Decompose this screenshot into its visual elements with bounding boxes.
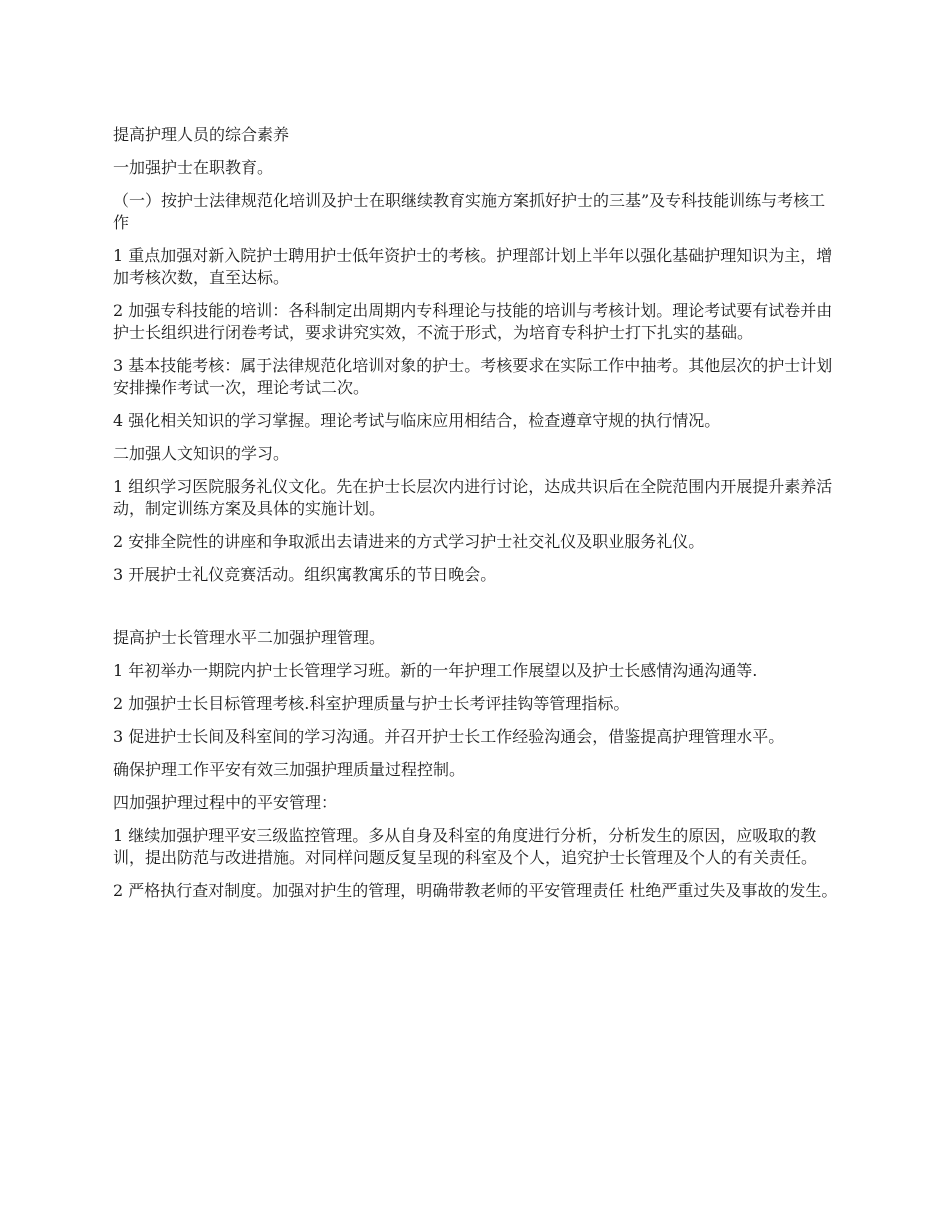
paragraph-item-3: 3 基本技能考核：属于法律规范化培训对象的护士。考核要求在实际工作中抽考。其他层次的护士计划安排操作考试一次，理论考试二次。 bbox=[113, 356, 833, 397]
paragraph-item-1: 1 重点加强对新入院护士聘用护士低年资护士的考核。护理部计划上半年以强化基础护理知识为主，增加考核次数，直至达标。 bbox=[113, 246, 833, 287]
paragraph-subheading-1: （一）按护士法律规范化培训及护士在职继续教育实施方案抓好护士的三基”及专科技能训练与考核工作 bbox=[113, 191, 826, 232]
paragraph-item-8: 1 年初举办一期院内护士长管理学习班。新的一年护理工作展望以及护士长感情沟通沟通等. bbox=[113, 661, 758, 680]
paragraph-heading-2: 二加强人文知识的学习。 bbox=[113, 444, 290, 463]
paragraph-item-10: 3 促进护士长间及科室间的学习沟通。并召开护士长工作经验沟通会，借鉴提高护理管理水平。 bbox=[113, 727, 785, 746]
paragraph-item-12: 2 严格执行查对制度。加强对护生的管理，明确带教老师的平安管理责任 杜绝严重过失及事故的发生。 bbox=[113, 881, 838, 900]
paragraph-heading-3: 提高护士长管理水平二加强护理管理。 bbox=[113, 628, 386, 647]
paragraph-heading-4: 确保护理工作平安有效三加强护理质量过程控制。 bbox=[113, 760, 466, 779]
paragraph-item-2: 2 加强专科技能的培训：各科制定出周期内专科理论与技能的培训与考核计划。理论考试要有试卷并由护士长组织进行闭卷考试，要求讲究实效，不流于形式，为培育专科护士打下扎实的基础。 bbox=[113, 301, 833, 342]
section-spacer bbox=[113, 597, 838, 627]
paragraph-item-6: 2 安排全院性的讲座和争取派出去请进来的方式学习护士社交礼仪及职业服务礼仪。 bbox=[113, 532, 705, 551]
paragraph-item-11: 1 继续加强护理平安三级监控管理。多从自身及科室的角度进行分析，分析发生的原因，应吸取的教训，提出防范与改进措施。对同样问题反复呈现的科室及个人，追究护士长管理及个人的有关责任。 bbox=[113, 826, 818, 867]
paragraph-heading-5: 四加强护理过程中的平安管理： bbox=[113, 793, 338, 812]
paragraph-item-9: 2 加强护士长目标管理考核.科室护理质量与护士长考评挂钩等管理指标。 bbox=[113, 694, 630, 713]
document-page bbox=[113, 124, 838, 913]
paragraph-heading-1: 一加强护士在职教育。 bbox=[113, 158, 274, 177]
paragraph-item-5: 1 组织学习医院服务礼仪文化。先在护士长层次内进行讨论，达成共识后在全院范围内开展提升素养活动，制定训练方案及具体的实施计划。 bbox=[113, 477, 833, 518]
paragraph-title: 提高护理人员的综合素养 bbox=[113, 125, 290, 144]
paragraph-item-4: 4 强化相关知识的学习掌握。理论考试与临床应用相结合，检查遵章守规的执行情况。 bbox=[113, 411, 721, 430]
paragraph-item-7: 3 开展护士礼仪竞赛活动。组织寓教寓乐的节日晚会。 bbox=[113, 565, 497, 584]
